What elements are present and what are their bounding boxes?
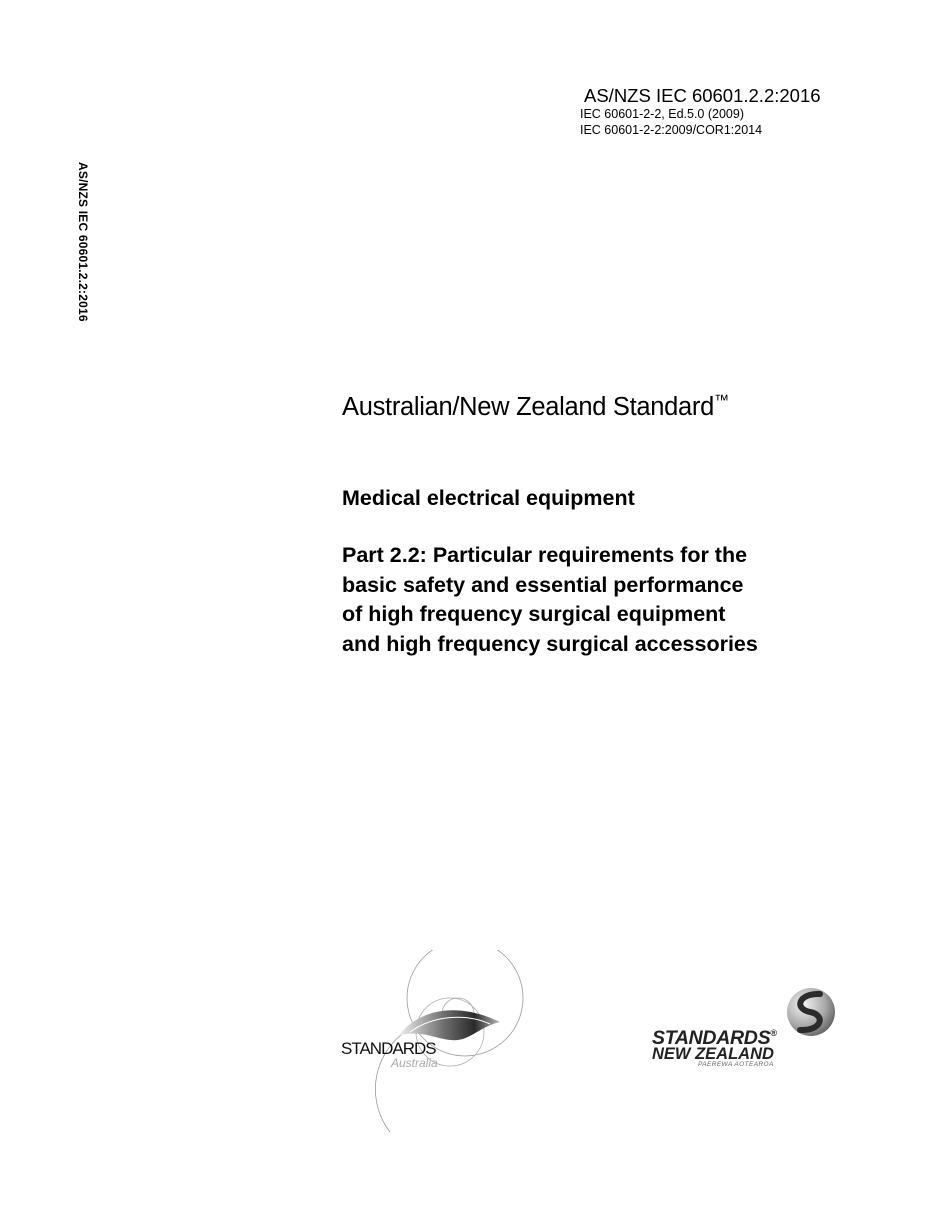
reference-block [580, 86, 821, 138]
standard-designation: AS/NZS IEC 60601.2.2:2016 [584, 85, 821, 106]
part-title-line: basic safety and essential performance [342, 572, 744, 597]
part-title-line: Part 2.2: Particular requirements for the [342, 543, 748, 567]
standards-australia-sub: Australia [391, 1056, 438, 1070]
standard-type-heading [342, 392, 729, 422]
standards-nz-word: STANDARDS [652, 1027, 771, 1049]
iec-edition: IEC 60601-2-2, Ed.5.0 (2009) [580, 107, 744, 121]
standards-australia-logo [340, 950, 540, 1140]
document-title: Medical electrical equipment [342, 486, 635, 510]
standards-australia-word: STANDARDS [341, 1039, 436, 1058]
part-title-line: of high frequency surgical equipment [342, 602, 726, 626]
spine-designation: AS/NZS IEC 60601.2.2:2016 [76, 162, 90, 322]
trademark-symbol: ™ [714, 392, 729, 409]
standards-nz-maori: PAEREWA AOTEAROA [698, 1061, 774, 1068]
iec-corrigendum: IEC 60601-2-2:2009/COR1:2014 [580, 123, 763, 137]
standards-nz-line2: NEW ZEALAND [652, 1045, 774, 1063]
registered-symbol: ® [770, 1028, 777, 1038]
standards-nz-logo [648, 985, 848, 1075]
standard-type-text: Australian/New Zealand Standard [342, 393, 715, 421]
part-title-line: and high frequency surgical accessories [342, 631, 758, 656]
part-title [342, 541, 758, 659]
